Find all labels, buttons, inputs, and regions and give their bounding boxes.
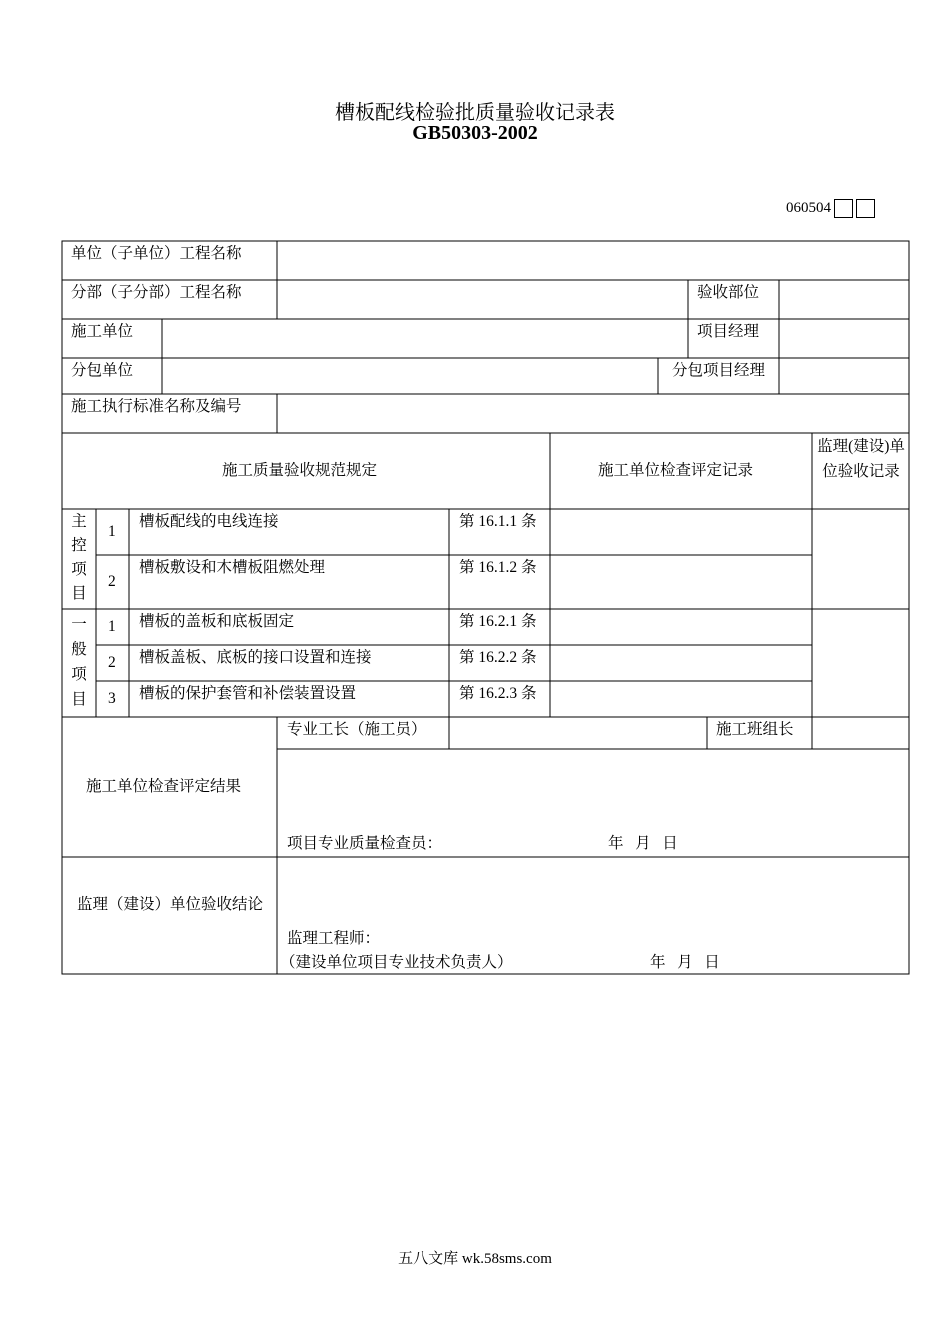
foreman-label: 专业工长（施工员） <box>287 721 427 738</box>
inspector-label: 项目专业质量检查员： <box>287 835 443 852</box>
check-record-column-header: 施工单位检查评定记录 <box>598 462 754 479</box>
general-item-1-no: 1 <box>108 618 116 635</box>
supervisor-column-header: 监理(建设)单位验收记录 <box>817 438 905 480</box>
general-items-group-label: 一般项目 <box>71 616 87 708</box>
general-item-2-text: 槽板盖板、底板的接口设置和连接 <box>139 649 372 666</box>
general-item-3-clause: 第 16.2.3 条 <box>459 685 537 702</box>
result-label: 施工单位检查评定结果 <box>86 778 242 795</box>
main-item-2-text: 槽板敷设和木槽板阻燃处理 <box>139 559 326 576</box>
footer-watermark: 五八文库 wk.58sms.com <box>398 1251 552 1267</box>
main-item-1-text: 槽板配线的电线连接 <box>139 513 279 530</box>
construction-unit-label: 施工单位 <box>71 323 134 340</box>
main-item-2-no: 2 <box>108 573 116 590</box>
general-item-2-clause: 第 16.2.2 条 <box>459 649 537 666</box>
main-item-1-clause: 第 16.1.1 条 <box>459 513 537 530</box>
general-item-1-text: 槽板的盖板和底板固定 <box>139 613 295 630</box>
spec-column-header: 施工质量验收规范规定 <box>222 462 378 479</box>
standard-code: GB50303-2002 <box>412 122 538 144</box>
result-date-label: 年 月 日 <box>608 835 678 852</box>
general-item-3-text: 槽板的保护套管和补偿装置设置 <box>139 685 357 702</box>
subcontract-unit-label: 分包单位 <box>71 362 134 379</box>
main-items-group-label: 主控项目 <box>71 513 87 602</box>
conclusion-date-label: 年 月 日 <box>650 954 720 971</box>
engineer-label: 监理工程师： <box>287 930 381 947</box>
team-leader-label: 施工班组长 <box>716 721 794 738</box>
general-item-3-no: 3 <box>108 690 116 707</box>
unit-project-name-label: 单位（子单位）工程名称 <box>71 245 242 262</box>
acceptance-part-label: 验收部位 <box>697 284 760 301</box>
subcontract-manager-label: 分包项目经理 <box>672 362 766 379</box>
owner-label: （建设单位项目专业技术负责人） <box>280 954 513 971</box>
division-project-name-label: 分部（子分部）工程名称 <box>71 284 242 301</box>
project-manager-label: 项目经理 <box>697 323 760 340</box>
form-code-number: 060504 <box>786 200 831 216</box>
main-item-1-no: 1 <box>108 523 116 540</box>
conclusion-label: 监理（建设）单位验收结论 <box>76 896 263 913</box>
main-item-2-clause: 第 16.1.2 条 <box>459 559 537 576</box>
general-item-1-clause: 第 16.2.1 条 <box>459 613 537 630</box>
standard-name-label: 施工执行标准名称及编号 <box>71 398 242 415</box>
form-title: 槽板配线检验批质量验收记录表 <box>335 102 615 124</box>
general-item-2-no: 2 <box>108 654 116 671</box>
